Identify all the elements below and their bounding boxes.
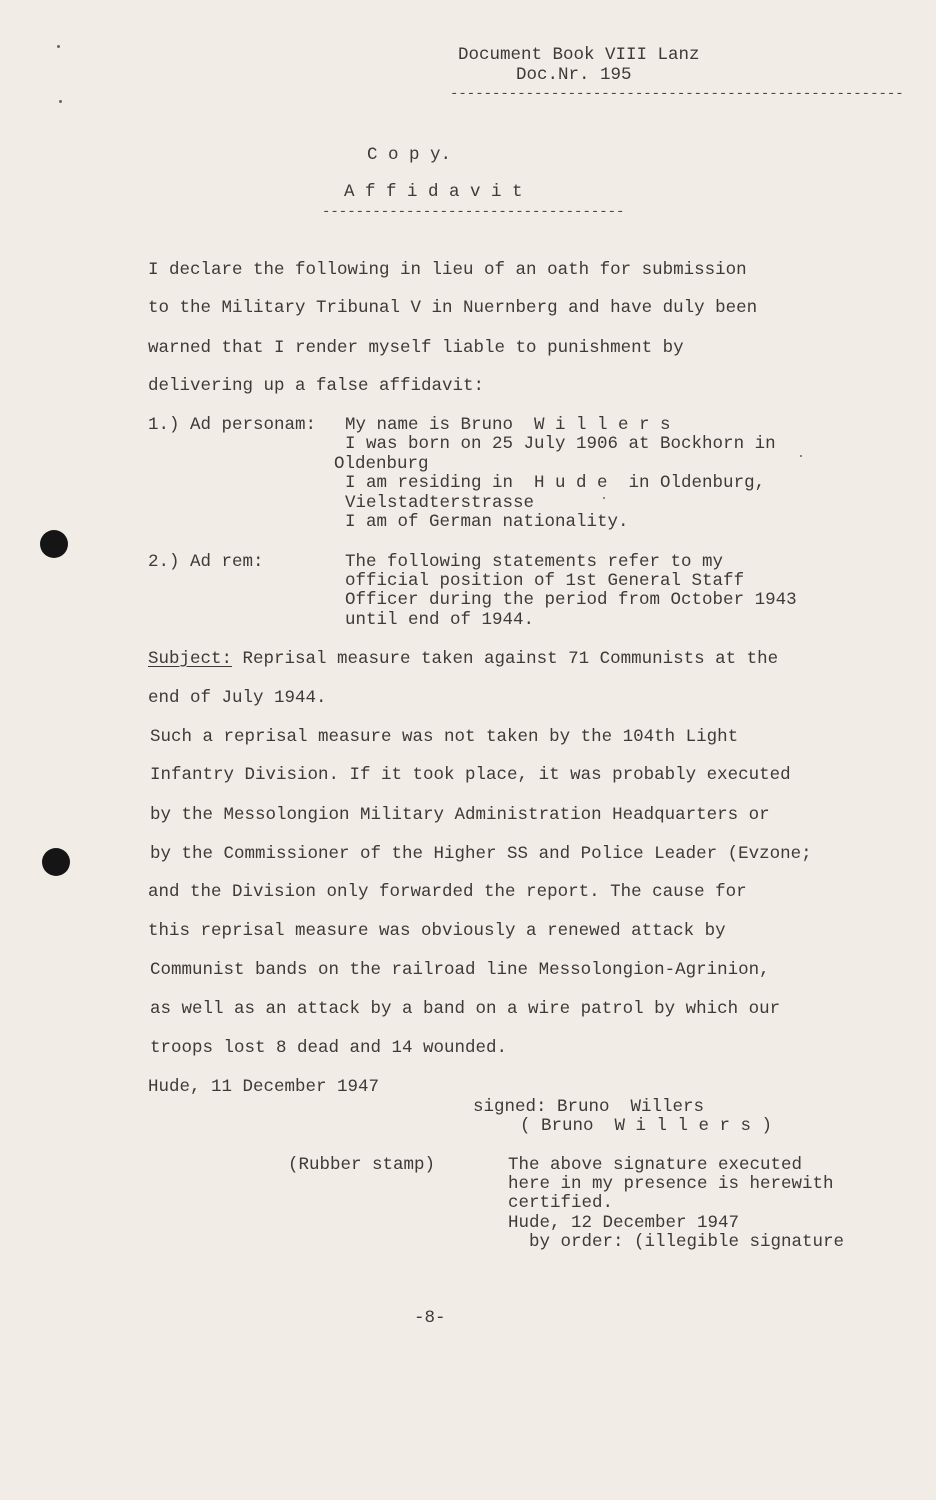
affidavit-title: A f f i d a v i t [344,182,523,202]
subject-label: Subject: [148,649,233,669]
paper-speck [800,455,802,457]
personam-line-4: I am residing in H u d e in Oldenburg, [345,473,766,493]
body-line-8: as well as an attack by a band on a wire patrol by which our [150,999,781,1019]
paper-speck [603,497,605,499]
header-dashed-rule: ------------------------------------------------------ [450,86,904,102]
body-line-7: Communist bands on the railroad line Messolongion-Agrinion, [150,960,770,980]
rem-line-3: Officer during the period from October 1943 [345,590,797,610]
personam-line-6: I am of German nationality. [345,512,629,532]
place-date: Hude, 11 December 1947 [148,1077,380,1097]
certification-line-4: Hude, 12 December 1947 [508,1213,740,1233]
personam-line-3: Oldenburg [334,454,429,474]
personam-line-5: Vielstadterstrasse [345,493,535,513]
personam-line-1: My name is Bruno W i l l e r s [345,415,671,435]
ad-rem-label: 2.) Ad rem: [148,552,264,572]
certification-line-5: by order: (illegible signature [508,1232,845,1252]
certification-line-2: here in my presence is herewith [508,1174,834,1194]
rem-line-2: official position of 1st General Staff [345,571,745,591]
paper-speck [57,45,60,48]
subject-line-1 [148,649,778,669]
ad-personam-label: 1.) Ad personam: [148,415,317,435]
body-line-9: troops lost 8 dead and 14 wounded. [150,1038,508,1058]
body-line-4: by the Commissioner of the Higher SS and Police Leader (Evzone; [150,844,812,864]
certification-line-1: The above signature executed [508,1155,803,1175]
copy-label: C o p y. [367,145,452,165]
rem-line-4: until end of 1944. [345,610,535,630]
rem-line-1: The following statements refer to my [345,552,724,572]
body-line-3: by the Messolongion Military Administration Headquarters or [150,805,770,825]
certification-line-3: certified. [508,1193,614,1213]
page-number: -8- [414,1308,446,1328]
header-document-book: Document Book VIII Lanz [458,45,700,65]
signer-name: ( Bruno W i l l e r s ) [520,1116,773,1136]
body-line-1: Such a reprisal measure was not taken by the 104th Light [150,727,739,747]
personam-line-2: I was born on 25 July 1906 at Bockhorn in [345,434,776,454]
punch-hole-bottom [42,848,70,876]
intro-line-4: delivering up a false affidavit: [148,376,485,396]
header-doc-number: Doc.Nr. 195 [516,65,632,85]
intro-line-3: warned that I render myself liable to punishment by [148,338,684,358]
title-dashed-rule: ------------------------------------ [322,204,625,220]
paper-speck [59,100,62,103]
intro-line-1: I declare the following in lieu of an oath for submission [148,260,747,280]
intro-line-2: to the Military Tribunal V in Nuernberg and have duly been [148,298,758,318]
rubber-stamp-note: (Rubber stamp) [288,1155,436,1175]
subject-line-2: end of July 1944. [148,688,327,708]
body-line-2: Infantry Division. If it took place, it was probably executed [150,765,791,785]
body-line-6: this reprisal measure was obviously a renewed attack by [148,921,726,941]
body-line-5: and the Division only forwarded the report. The cause for [148,882,747,902]
signed-line: signed: Bruno Willers [473,1097,705,1117]
punch-hole-top [40,530,68,558]
subject-text: Reprisal measure taken against 71 Communists at the [232,649,779,669]
